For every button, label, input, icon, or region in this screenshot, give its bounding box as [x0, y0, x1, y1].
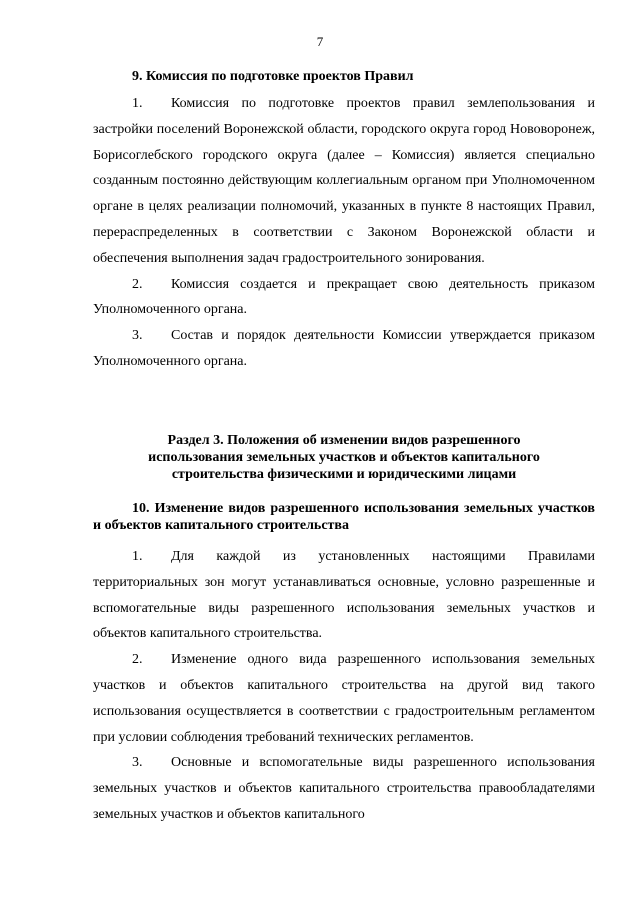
paragraph-number: 1.: [132, 549, 143, 564]
item-10-paragraph-3: [93, 750, 595, 827]
paragraph-number: 2.: [132, 276, 143, 292]
section-3-heading: [93, 432, 595, 483]
page-number: 7: [316, 34, 324, 49]
paragraph-text: Состав и порядок деятельности Комиссии утверждается приказом Уполномоченного органа.: [93, 328, 595, 369]
section-9-paragraph-2: [93, 272, 595, 324]
item-10-paragraph-1: [93, 544, 595, 647]
paragraph-text: Основные и вспомогательные виды разрешенного использования земельных участков и объектов капитального строительства правообладателями земельных участков и объектов капитального: [93, 755, 595, 822]
item-10-heading: 10. Изменение видов разрешенного использования земельных участков и объектов капитального строительства: [93, 501, 595, 533]
section-9-heading: 9. Комиссия по подготовке проектов Правил: [132, 69, 414, 84]
paragraph-text: Изменение одного вида разрешенного использования земельных участков и объектов капитального строительства на другой вид такого использования осуществляется в соответствии с градостроительным регламентом при условии соблюдения требований технических регламентов.: [93, 652, 595, 745]
item-10-body: [93, 544, 595, 828]
section-9-paragraph-3: [93, 323, 595, 375]
paragraph-text: Комиссия создается и прекращает свою деятельность приказом Уполномоченного органа.: [93, 276, 595, 318]
paragraph-text: Комиссия по подготовке проектов правил землепользования и застройки поселений Воронежской области, городского округа город Нововоронеж, Борисоглебского городского округа (далее – Комиссия) является специально созданным постоянно действующим коллегиальным органом при Уполномоченном органе в целях реализации полномочий, указанных в пункте 8 настоящих Правил, перераспределенных в соответствии с Законом Воронежской области и обеспечения выполнения задач градостроительного зонирования.: [93, 96, 595, 266]
section-9-body: [93, 91, 595, 375]
paragraph-number: 3.: [132, 755, 143, 771]
paragraph-number: 1.: [132, 96, 143, 111]
paragraph-number: 3.: [132, 328, 143, 344]
section-3-heading-line-1: Раздел 3. Положения об изменении видов разрешенного: [167, 433, 521, 448]
paragraph-text: Для каждой из установленных настоящими Правилами территориальных зон могут устанавливаться основные, условно разрешенные и вспомогательные виды разрешенного использования земельных участков и объектов капитального строительства.: [93, 549, 595, 642]
section-3-heading-line-3: строительства физическими и юридическими лицами: [171, 467, 517, 482]
item-10-paragraph-2: [93, 647, 595, 750]
paragraph-number: 2.: [132, 652, 143, 668]
section-3-heading-line-2: использования земельных участков и объектов капитального: [148, 450, 540, 465]
section-9-paragraph-1: [93, 91, 595, 272]
